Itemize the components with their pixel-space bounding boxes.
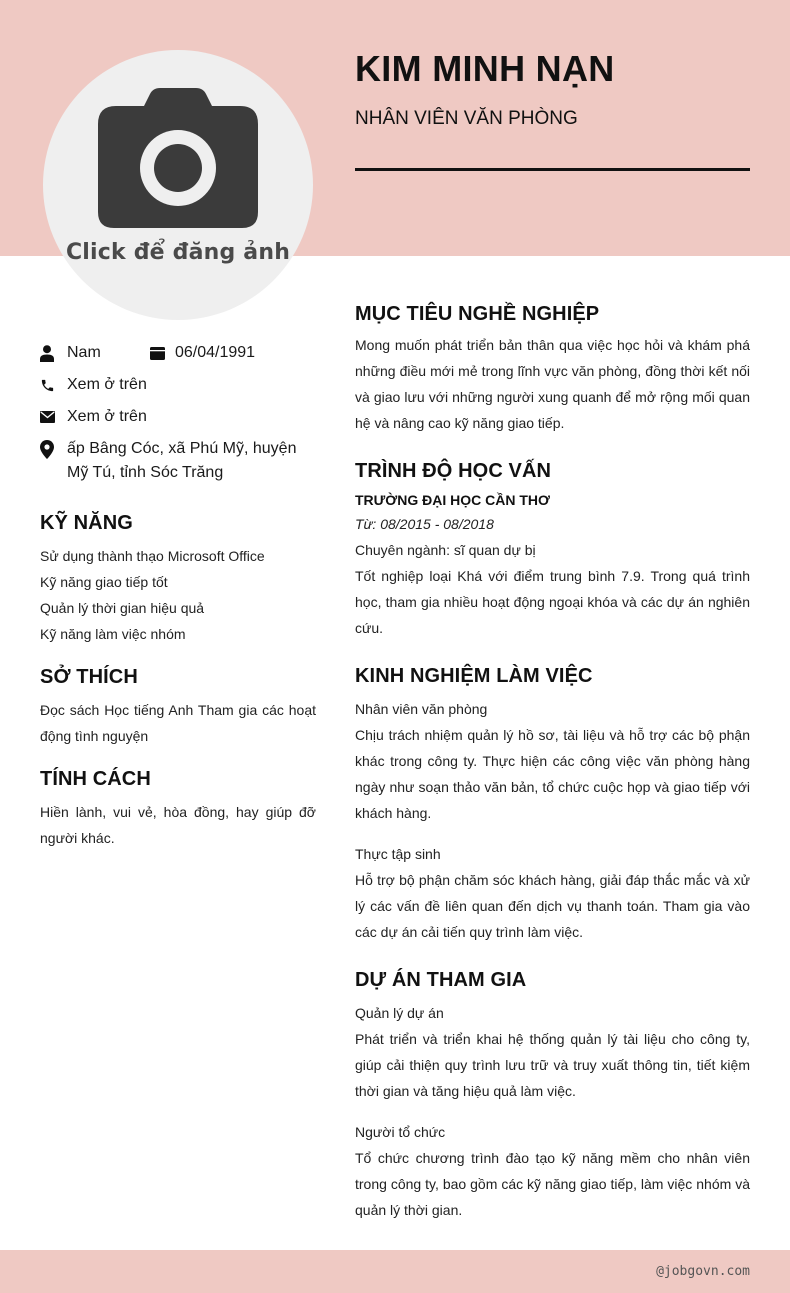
personality-heading: TÍNH CÁCH [40, 768, 151, 790]
skill-item: Sử dụng thành thạo Microsoft Office [40, 548, 265, 564]
hobbies-heading: SỞ THÍCH [40, 666, 138, 688]
experience-description: Hỗ trợ bộ phận chăm sóc khách hàng, giải đáp thắc mắc và xử lý các vấn đề liên quan đến dịch vụ thanh toán. Tham gia vào các dự án cải tiến quy trình làm việc. [355, 872, 750, 940]
email-value: Xem ở trên [67, 408, 147, 425]
birthdate-value: 06/04/1991 [175, 344, 256, 361]
projects-heading: DỰ ÁN THAM GIA [355, 969, 527, 991]
hobbies-text: Đọc sách Học tiếng Anh Tham gia các hoạt động tình nguyện [40, 702, 316, 744]
phone-value: Xem ở trên [67, 376, 147, 393]
address-value: ấp Bâng Cóc, xã Phú Mỹ, huyện Mỹ Tú, tỉnh Sóc Trăng [67, 440, 297, 481]
skill-item: Quản lý thời gian hiệu quả [40, 600, 205, 616]
project-name: Quản lý dự án [355, 1005, 444, 1021]
profile-photo-upload[interactable] [43, 50, 313, 320]
camera-icon [98, 88, 258, 228]
project-description: Phát triển và triển khai hệ thống quản lý tài liệu cho công ty, giúp cải thiện quy trình lưu trữ và truy xuất thông tin, tiết kiệm thời gian và tăng hiệu quả làm việc. [355, 1031, 750, 1099]
education-details: Tốt nghiệp loại Khá với điểm trung bình 7.9. Trong quá trình học, tham gia nhiều hoạt động ngoại khóa và các dự án nghiên cứu. [355, 568, 750, 636]
title-divider [355, 168, 750, 171]
objective-text: Mong muốn phát triển bản thân qua việc học hỏi và khám phá những điều mới mẻ trong lĩnh vực văn phòng, đồng thời kết nối và giao lưu với những người xung quanh để mở rộng mối quan hệ và nâng cao kỹ năng giao tiếp. [355, 337, 750, 431]
candidate-name: KIM MINH NẠN [355, 48, 615, 89]
skill-item: Kỹ năng giao tiếp tốt [40, 574, 168, 590]
personality-text: Hiền lành, vui vẻ, hòa đồng, hay giúp đỡ người khác. [40, 804, 316, 846]
objective-heading: MỤC TIÊU NGHỀ NGHIỆP [355, 303, 600, 325]
phone-row [40, 373, 147, 397]
education-heading: TRÌNH ĐỘ HỌC VẤN [355, 460, 552, 482]
phone-icon [40, 373, 67, 397]
experience-role: Thực tập sinh [355, 846, 441, 862]
education-dates: Từ: 08/2015 - 08/2018 [355, 516, 494, 532]
experience-heading: KINH NGHIỆM LÀM VIỆC [355, 665, 593, 687]
project-description: Tổ chức chương trình đào tạo kỹ năng mềm cho nhân viên trong công ty, bao gồm các kỹ năng giao tiếp, làm việc nhóm và quản lý thời gian. [355, 1150, 750, 1218]
email-row [40, 405, 147, 429]
address-row [40, 437, 317, 485]
experience-description: Chịu trách nhiệm quản lý hồ sơ, tài liệu và hỗ trợ các bộ phận khác trong công ty. Thực hiện các công việc văn phòng hàng ngày như soạn thảo văn bản, tổ chức cuộc họp và giao tiếp với khách hàng. [355, 727, 750, 821]
job-title: NHÂN VIÊN VĂN PHÒNG [355, 108, 578, 129]
gender-value: Nam [67, 344, 101, 361]
skills-heading: KỸ NĂNG [40, 512, 133, 534]
gender-row [40, 341, 101, 365]
envelope-icon [40, 405, 67, 429]
education-major: Chuyên ngành: sĩ quan dự bị [355, 542, 536, 558]
school-name: TRƯỜNG ĐẠI HỌC CẦN THƠ [355, 492, 550, 508]
calendar-icon [150, 341, 175, 365]
map-pin-icon [40, 437, 67, 461]
project-name: Người tổ chức [355, 1124, 446, 1140]
footer-watermark: @jobgovn.com [656, 1264, 750, 1279]
photo-caption: Click để đăng ảnh [65, 240, 291, 265]
experience-role: Nhân viên văn phòng [355, 701, 488, 717]
person-icon [40, 341, 67, 365]
skill-item: Kỹ năng làm việc nhóm [40, 626, 186, 642]
birthdate-row [150, 341, 255, 365]
